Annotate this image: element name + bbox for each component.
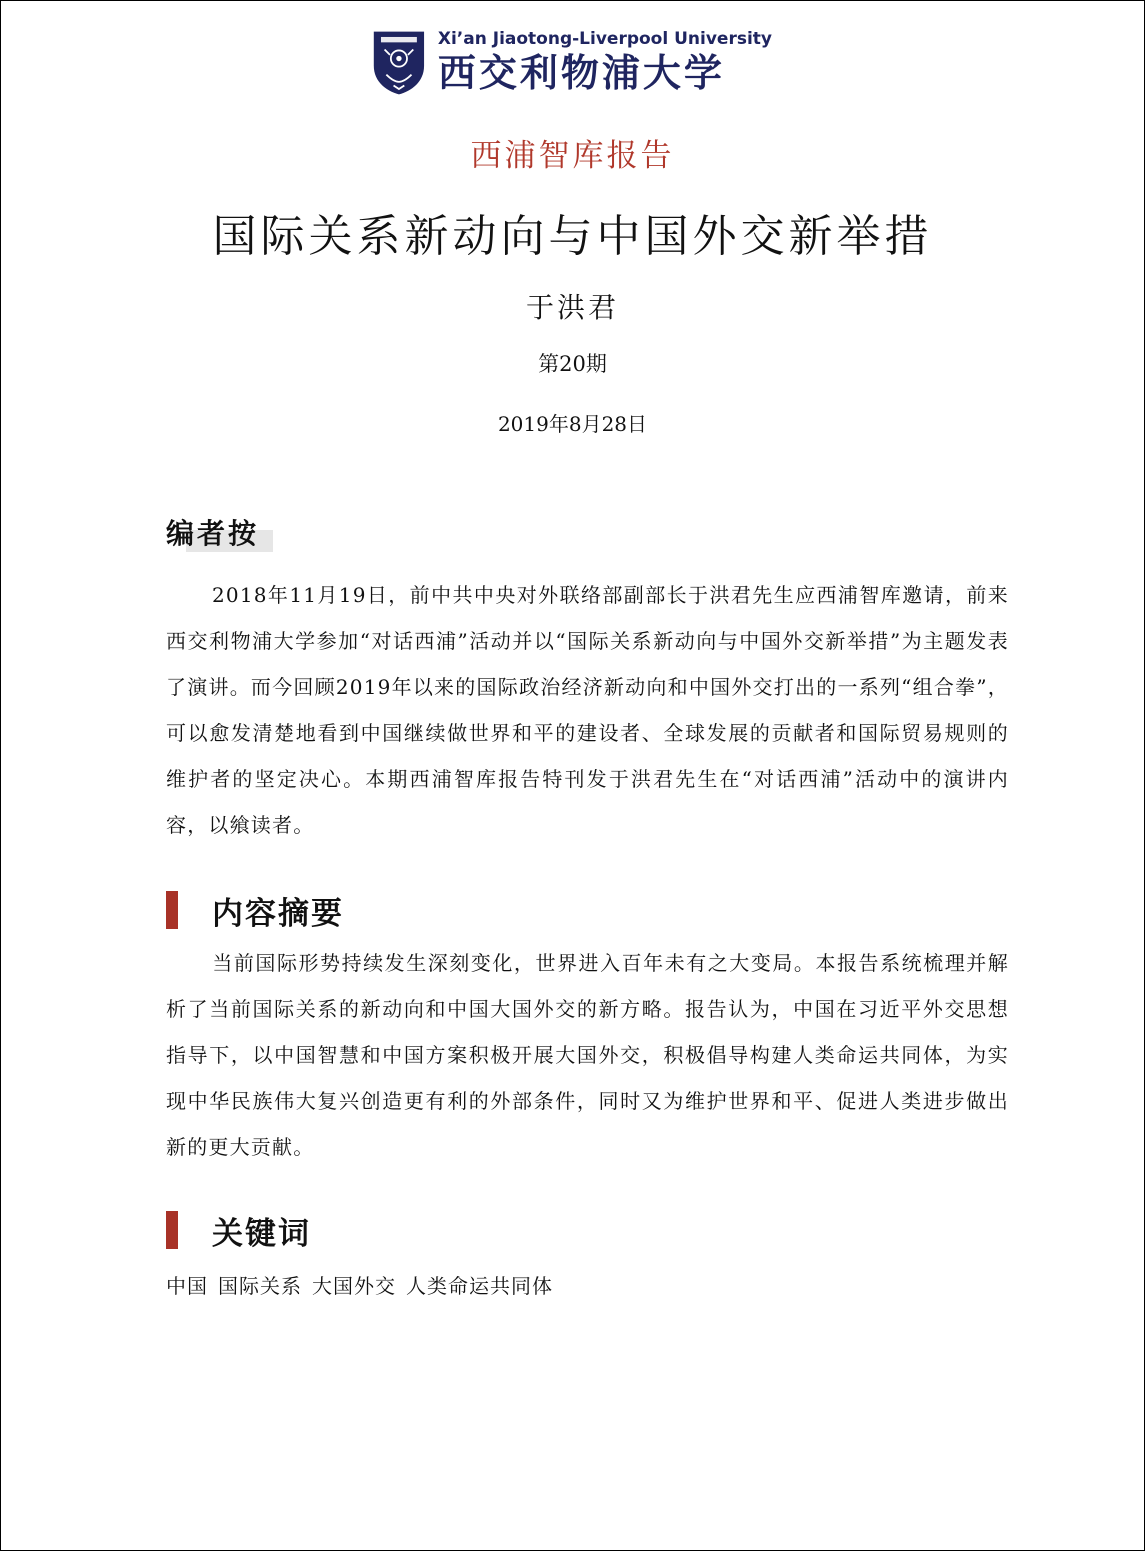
editor-note-text: 2018年11月19日，前中共中央对外联络部副部长于洪君先生应西浦智库邀请，前来西交利物浦大学参加“对话西浦”活动并以“国际关系新动向与中国外交新举措”为主题发表了演讲。而今回顾2019年以来的国际政治经济新动向和中国外交打出的一系列“组合拳”，可以愈发清楚地看到中国继续做世界和平的建设者、全球发展的贡献者和国际贸易规则的维护者的坚定决心。本期西浦智库报告特刊发于洪君先生在“对话西浦”活动中的演讲内容，以飨读者。 [166,583,1009,837]
university-name-en: Xi’an Jiaotong-Liverpool University [437,29,772,49]
section-marker-bar [166,891,178,929]
keywords-heading [166,1210,311,1250]
keywords-heading-label: 关键词 [212,1215,311,1252]
editor-note-heading: 编者按 [166,512,273,552]
report-date: 2019年8月28日 [497,412,648,436]
university-logo [372,26,772,102]
summary-paragraph [166,940,1009,1170]
report-title: 国际关系新动向与中国外交新举措 [212,211,933,262]
report-issue: 第20期 [538,352,607,376]
keyword-item: 国际关系 [218,1274,302,1298]
keyword-item: 中国 [166,1274,208,1298]
summary-heading-label: 内容摘要 [212,895,344,932]
summary-text: 当前国际形势持续发生深刻变化，世界进入百年未有之大变局。本报告系统梳理并解析了当前国际关系的新动向和中国大国外交的新方略。报告认为，中国在习近平外交思想指导下，以中国智慧和中国方案积极开展大国外交，积极倡导构建人类命运共同体，为实现中华民族伟大复兴创造更有利的外部条件，同时又为维护世界和平、促进人类进步做出新的更大贡献。 [166,951,1009,1159]
keywords-list [166,1270,553,1299]
report-author: 于洪君 [525,291,619,324]
university-shield-icon [372,26,426,100]
section-marker-bar [166,1211,178,1249]
university-name-cn: 西交利物浦大学 [437,50,725,95]
keyword-item: 大国外交 [312,1274,396,1298]
editor-note-paragraph [166,572,1009,848]
summary-heading [166,890,344,930]
report-series-title: 西浦智库报告 [470,138,675,174]
keyword-item: 人类命运共同体 [406,1274,553,1298]
